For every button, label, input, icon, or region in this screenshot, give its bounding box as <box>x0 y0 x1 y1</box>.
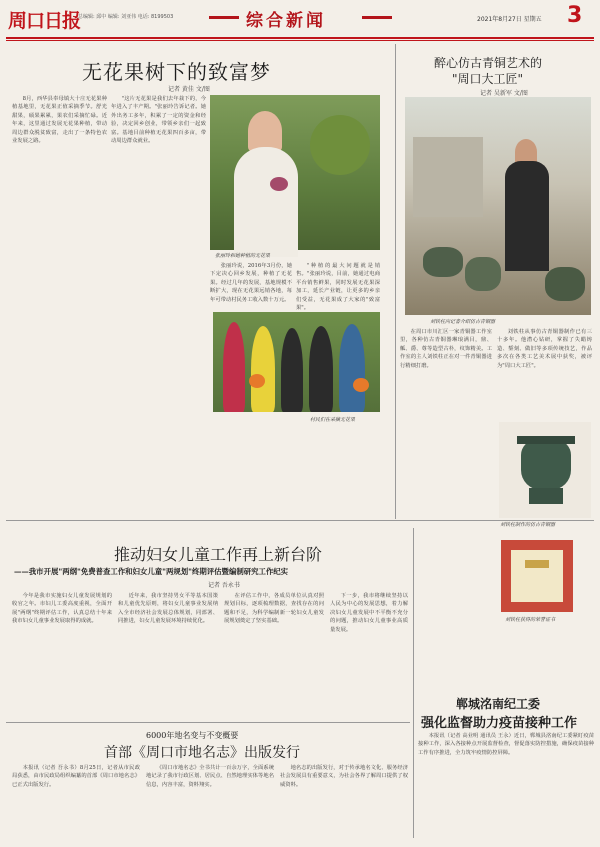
bronze-title-line-1: 醉心仿古青铜艺术的 <box>434 56 543 70</box>
second-article-byline: 记者 吾永书 <box>208 582 240 589</box>
photo-group-villagers <box>213 312 380 412</box>
bronze-column-2: 刘铁柱从事仿古青铜器制作已有三十多年。他潜心钻研，掌握了失蜡铸造、錾刻、做旧等多项传统技艺，作品多次在各类工艺美术展中获奖，被评为"周口大工匠"。 <box>497 329 592 369</box>
photo-caption-1: 张丽玲和她种植的无花果 <box>215 253 271 259</box>
section-bar-right <box>362 16 392 19</box>
discipline-body: 本报讯（记者 高业明 通讯员 王永）近日，郸城县洺南纪工委紧盯疫苗接种工作，深入各接种点开展监督检查，督促落实防控措施，确保疫苗接种工作有序推进，全力筑牢疫情防控屏障。 <box>418 733 594 756</box>
main-article-column-3: 张丽玲说，2016年3月份，她下定决心回乡发展，种植了无花果。经过几年的发展，基地规模不断扩大，现在无花果远销各地，每年可带动村民务工收入数十万元。 <box>210 263 292 303</box>
section-title: 综合新闻 <box>246 11 326 31</box>
gazetteer-title: 首部《周口市地名志》出版发行 <box>104 745 300 761</box>
main-article-column-2: "这片无花果是我们去年栽下的，今年进入了丰产期。"张丽玲告诉记者。她外出务工多年，积累了一定的资金和经验，决定回乡创业，带领乡亲们一起致富。基地目前种植无花果四百多亩，带动周边群众就业。 <box>111 96 206 145</box>
second-article-title: 推动妇女儿童工作再上新台阶 <box>114 545 323 564</box>
gazetteer-column-1: 本报讯（记者 吾永书）8月25日，记者从市民政局获悉，由市民政局组织编纂的首部《周口市地名志》已正式出版发行。 <box>12 765 140 788</box>
newspaper-logo: 周口日报 <box>8 10 81 32</box>
photo-bronze-vessel <box>499 422 591 518</box>
second-article-subtitle: ——我市开展"两纲"免费普查工作和妇女儿童"两规划"终期评估暨编制研究工作纪实 <box>14 567 289 576</box>
discipline-title-line-1: 郸城洺南纪工委 <box>456 697 541 711</box>
gazetteer-kicker: 6000年地名变与不变概要 <box>146 731 239 740</box>
main-article-title: 无花果树下的致富梦 <box>82 60 271 84</box>
issue-date: 2021年8月27日 星期五 <box>477 16 542 23</box>
photo-fig-farmer <box>210 95 380 250</box>
main-article-column-1: 8月，西华县奉母镇大十庄无花果种植基地里，无花果正值采摘季节。舒光甜果，硕果累累，果农们采摘忙碌。近年来，这里通过发展无花果种植，带动周边群众脱贫致富，走出了一条特色农业发展之路。 <box>12 96 107 145</box>
section-bar-left <box>209 16 239 19</box>
header-rule-thin <box>6 40 594 41</box>
main-article-byline: 记者 黄佳 文/图 <box>168 86 210 93</box>
column-divider-lower <box>413 528 414 838</box>
gazetteer-column-2: 《周口市地名志》全书共计一百余万字，全面系统地记录了我市行政区划、居民点、自然地理实体等地名信息，内容丰富，资料翔实。 <box>146 765 274 788</box>
lower-divider <box>6 722 410 723</box>
photo-caption-5: 刘铁柱获得的荣誉证书 <box>505 617 556 623</box>
second-article-column-4: 下一步，我市将继续坚持以人民为中心的发展思想，着力解决妇女儿童发展中不平衡不充分的问题，推动妇女儿童事业高质量发展。 <box>330 593 408 633</box>
header-rule <box>6 37 594 39</box>
bronze-column-1: 在周口市川汇区一家青铜器工作室里，各种仿古青铜器琳琅满目，鼎、觚、爵、尊等造型古朴，纹饰精美。工作室的主人刘铁柱正在对一件青铜器进行精细打磨。 <box>400 329 492 369</box>
photo-caption-3: 刘铁柱向记者介绍仿古青铜器 <box>430 319 496 325</box>
photo-certificate <box>501 540 573 612</box>
page-number: 3 <box>567 3 583 28</box>
editor-info: 总编辑: 邱中 编辑: 刘亚伟 电话: 8199503 <box>78 14 174 20</box>
gazetteer-column-3: 地名志的出版发行，对于传承地名文化、服务经济社会发展具有重要意义，为社会各界了解周口提供了权威资料。 <box>280 765 408 788</box>
discipline-title-line-2: 强化监督助力疫苗接种工作 <box>421 716 578 731</box>
second-article-column-1: 今年是我市实施妇女儿童发展规划的收官之年。市妇儿工委高度重视，全面开展"两纲"终期评估工作，认真总结十年来我市妇女儿童事业发展取得的成就。 <box>12 593 112 625</box>
bronze-byline: 记者 吴新军 文/图 <box>480 90 528 97</box>
photo-caption-2: 村民们在采摘无花果 <box>310 417 356 423</box>
main-article-column-4: "种植的最大问题就是销售。"张丽玲说，目前，她通过电商平台销售鲜果，同时发展无花果深加工，延长产业链，让更多的乡亲们受益，无花果成了大家的"致富果"。 <box>296 263 380 312</box>
photo-caption-4: 刘铁柱制作的仿古青铜器 <box>500 522 556 528</box>
second-article-column-2: 近年来，我市坚持男女平等基本国策和儿童优先原则，将妇女儿童事业发展纳入全市经济社会发展总体规划，同部署、同推进，妇女儿童发展环境持续优化。 <box>118 593 218 625</box>
second-article-column-3: 在评估工作中，各成员单位认真对照规划目标，逐项梳理数据，查找存在的问题和不足，为科学编制新一轮妇女儿童发展规划奠定了坚实基础。 <box>224 593 324 625</box>
bronze-title-line-2: "周口大工匠" <box>452 72 524 86</box>
column-divider <box>395 44 396 519</box>
photo-craftsman <box>405 97 591 315</box>
